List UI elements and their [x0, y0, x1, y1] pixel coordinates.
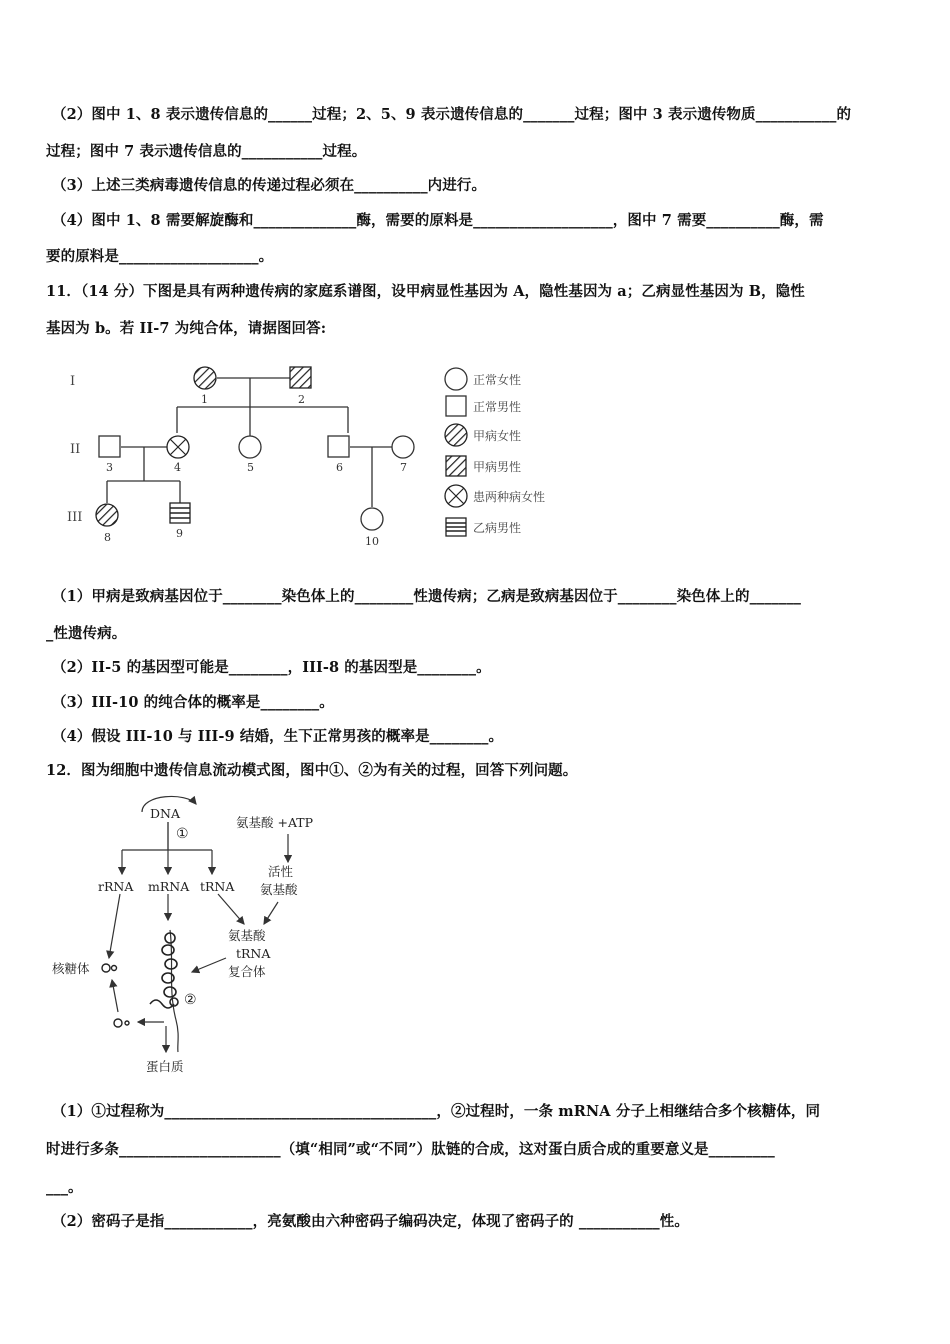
legend-normal-male: 正常男性: [473, 400, 522, 414]
legend-a-female: 甲病女性: [473, 429, 522, 443]
legend-b-male: 乙病男性: [473, 521, 522, 535]
rrna-label: rRNA: [98, 879, 134, 894]
label-8: 8: [104, 531, 111, 544]
individual-6: [328, 436, 349, 457]
trna-label: tRNA: [200, 879, 235, 894]
legend-a-male-symbol: [446, 456, 466, 476]
q10-p4-line1: （4）图中 1、8 需要解旋酶和______________酶，需要的原料是___________________，图中 7 需要__________酶，需: [52, 212, 824, 229]
label-6: 6: [336, 461, 343, 474]
q10-p2-line2: 过程；图中 7 表示遗传信息的___________过程。: [46, 143, 367, 160]
legend-a-male: 甲病男性: [473, 460, 522, 474]
legend-b-male-symbol: [446, 518, 466, 536]
legend-normal-male-symbol: [446, 396, 466, 416]
label-10: 10: [365, 535, 379, 548]
activated-aa-label-2: 氨基酸: [260, 882, 298, 897]
q11-intro-line1: 11．（14 分）下图是具有两种遗传病的家庭系谱图，设甲病显性基因为 A，隐性基因为 a；乙病显性基因为 B，隐性: [46, 283, 805, 300]
q11-p1-line2: _性遗传病。: [46, 625, 127, 642]
label-7: 7: [400, 461, 407, 474]
individual-7: [392, 436, 414, 458]
legend-a-female-symbol: [445, 424, 467, 446]
label-4: 4: [174, 461, 181, 474]
q10-p2-line1: （2）图中 1、8 表示遗传信息的______过程；2、5、9 表示遗传信息的_______过程；图中 3 表示遗传物质___________的: [52, 106, 852, 123]
q11-intro-line2: 基因为 b。若 II-7 为纯合体，请据图回答:: [46, 320, 327, 337]
q11-p3: （3）III-10 的纯合体的概率是________。: [52, 694, 334, 711]
dna-label: DNA: [150, 806, 180, 821]
ribosome-label: 核糖体: [52, 961, 90, 976]
q10-p3: （3）上述三类病毒遗传信息的传递过程必须在__________内进行。: [52, 177, 487, 194]
legend-both-female: 患两种病女性: [473, 490, 546, 504]
q11-p1-line1: （1）甲病是致病基因位于________染色体上的________性遗传病；乙病是致病基因位于________染色体上的_______: [52, 588, 802, 605]
pedigree-chart: [60, 355, 590, 555]
q11-p2: （2）II-5 的基因型可能是________，III-8 的基因型是________。: [52, 659, 491, 676]
process-1-label: ①: [176, 826, 189, 842]
q12-p1-line2: 时进行多条______________________（填“相同”或“不同”）肽链的合成，这对蛋白质合成的重要意义是_________: [46, 1141, 775, 1158]
gene-flow-diagram: [46, 790, 366, 1080]
complex-label-3: 复合体: [228, 964, 266, 979]
process-2-label: ②: [184, 992, 197, 1008]
legend-normal-female: 正常女性: [473, 373, 522, 387]
individual-2: [290, 367, 311, 388]
legend-both-female-symbol: [445, 485, 467, 507]
q12-p1-line1: （1）①过程称为_____________________________________，②过程时，一条 mRNA 分子上相继结合多个核糖体，同: [52, 1103, 821, 1120]
aa-atp-label: 氨基酸 +ATP: [236, 815, 314, 830]
q12-intro: 12．图为细胞中遗传信息流动模式图，图中①、②为有关的过程，回答下列问题。: [46, 762, 578, 779]
complex-label-1: 氨基酸: [228, 928, 266, 943]
individual-3: [99, 436, 120, 457]
q10-p4-line2: 要的原料是___________________。: [46, 248, 274, 265]
individual-1: [194, 367, 216, 389]
q12-p1-line3: ___。: [46, 1179, 83, 1196]
individual-10: [361, 508, 383, 530]
q11-p4: （4）假设 III-10 与 III-9 结婚，生下正常男孩的概率是________。: [52, 728, 504, 745]
individual-5: [239, 436, 261, 458]
individual-8: [96, 504, 118, 526]
legend-normal-female-symbol: [445, 368, 467, 390]
individual-4: [167, 436, 189, 458]
label-2: 2: [298, 393, 305, 406]
q12-p2: （2）密码子是指____________，亮氨酸由六种密码子编码决定，体现了密码子的 ___________性。: [52, 1213, 689, 1230]
label-5: 5: [247, 461, 254, 474]
gen-label-II: II: [70, 442, 81, 457]
activated-aa-label-1: 活性: [268, 864, 294, 879]
label-3: 3: [106, 461, 113, 474]
label-1: 1: [201, 393, 208, 406]
individual-9: [170, 503, 190, 523]
protein-label: 蛋白质: [146, 1059, 184, 1074]
gen-label-I: I: [70, 374, 76, 389]
mrna-label: mRNA: [148, 879, 190, 894]
gen-label-III: III: [67, 510, 83, 525]
complex-label-2: tRNA: [236, 946, 271, 961]
label-9: 9: [176, 527, 183, 540]
